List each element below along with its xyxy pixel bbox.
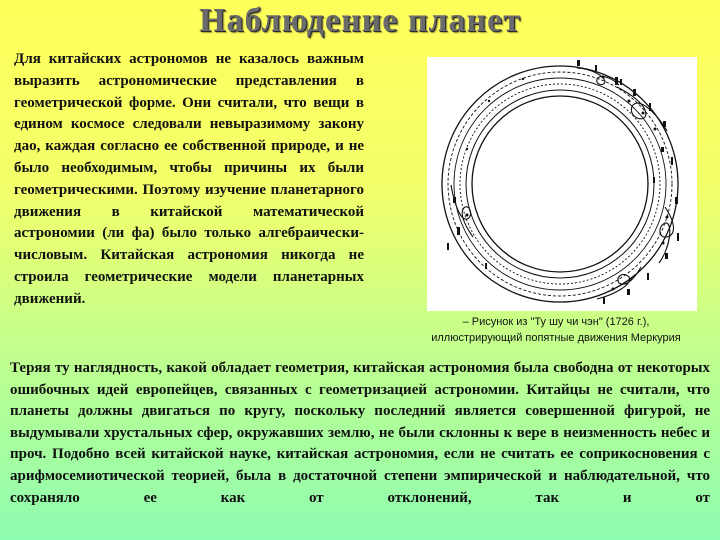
figure-caption <box>400 314 712 346</box>
orbit-diagram <box>427 57 697 311</box>
caption-line-2: иллюстрирующий попятные движения Меркурия <box>431 332 681 344</box>
ring-dotted-1 <box>448 72 672 296</box>
ring-dotted-3 <box>460 84 660 284</box>
bottom-paragraph: Теряя ту наглядность, какой обладает геометрия, китайская астрономия была свободна от некоторых ошибочных идей европейцев, связанных с геометризацией астрономии. Китайцы не считали, что планеты должны двигаться по кругу, поскольку последний является совершенной фигурой, не выдумывали хрустальных сфер, окружавших землю, не были склонны к вере в неизменность небес и проч. Подобно всей китайской науке, китайская астрономия, если не считать ее соприкосновения с арифмосемиотической теорией, была в достаточной степени эмпирической и наблюдательной, что сохраняло ее как от отклонений, так и от <box>10 360 710 506</box>
mercury-retrograde-figure <box>427 57 697 311</box>
page-title: Наблюдение планет <box>199 2 521 39</box>
retrograde-loops <box>451 68 674 299</box>
ring-4 <box>466 90 654 278</box>
caption-line-1: – Рисунок из "Ту шу чи чэн" (1726 г.), <box>462 316 650 328</box>
inner-ring <box>472 96 648 272</box>
outer-ring <box>442 66 678 302</box>
ring-2 <box>454 78 666 290</box>
left-paragraph: Для китайских астрономов не казалось важным выразить астрономические представления в геометрической форме. Они считали, что вещи в едином космосе следовали невыразимому закону дао, каждая согласно ее собственной природе, и не было необходимым, чтобы причины их были геометрическими. Поэтому изучение планетарного движения в китайской математической астрономии (ли фа) было только алгебраически-числовым. Китайская астрономия никогда не строила геометрические модели планетарных движений. <box>14 51 364 307</box>
